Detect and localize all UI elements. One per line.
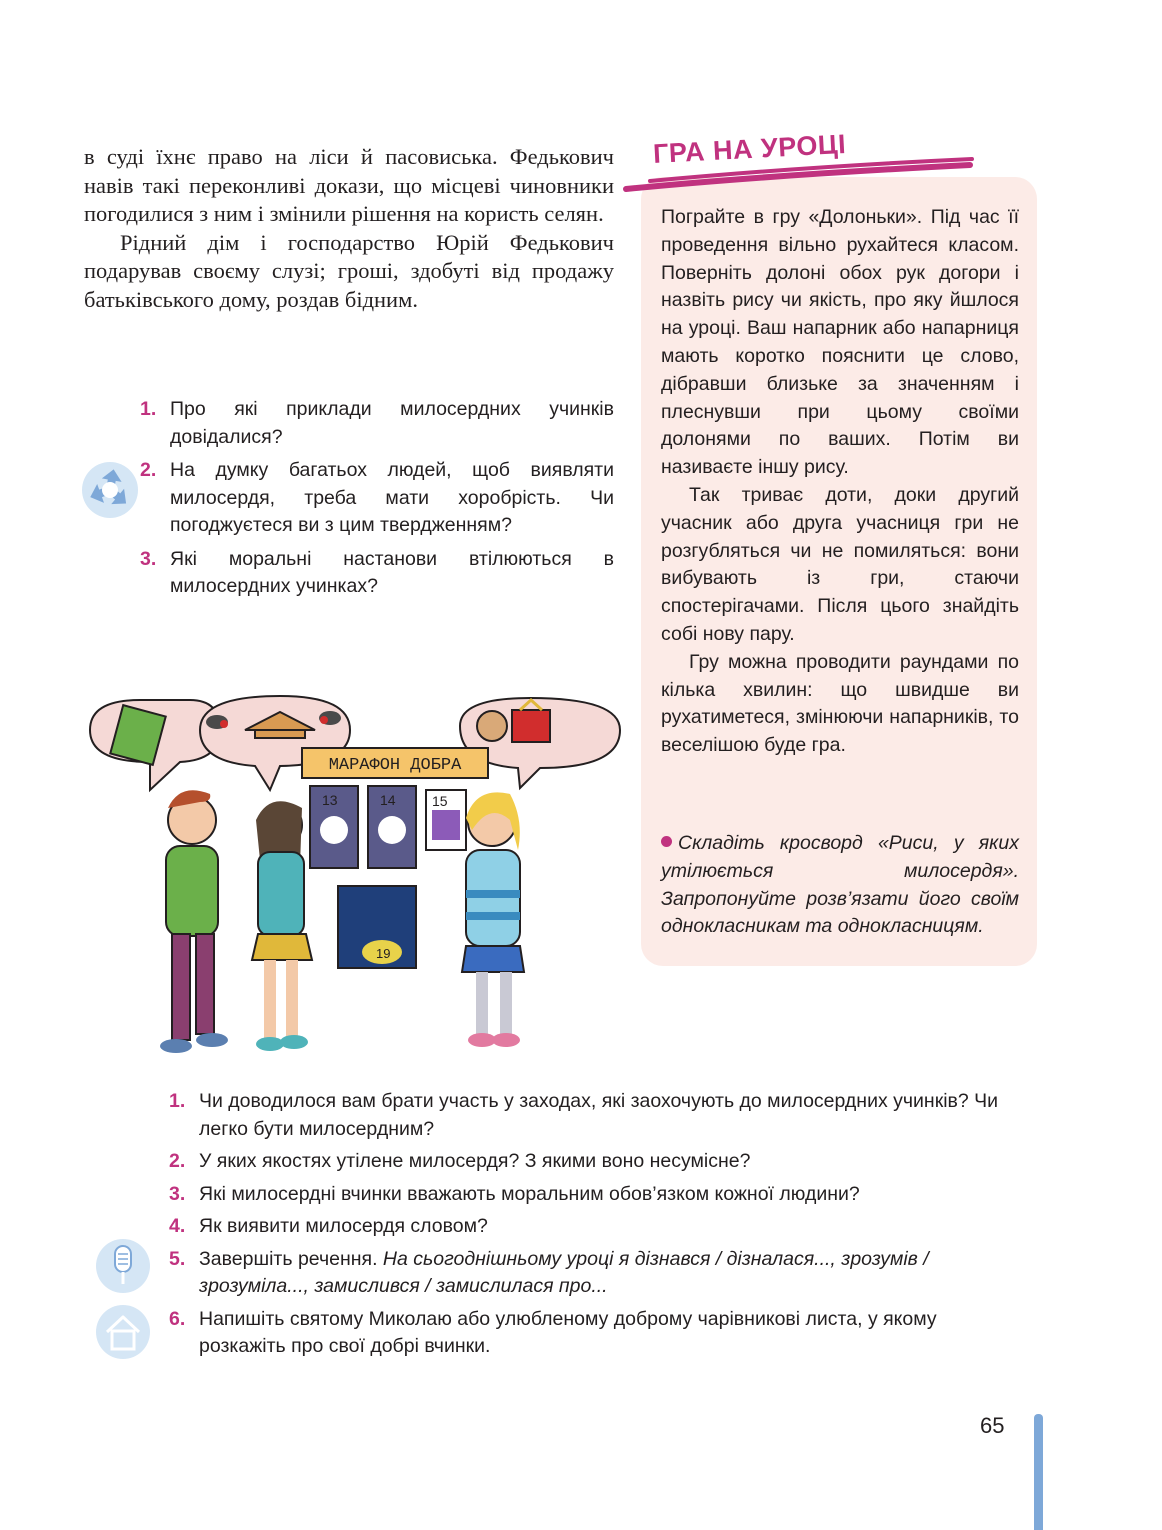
- list-item: [140, 457, 614, 540]
- list-item: [169, 1088, 999, 1143]
- question-text: Які моральні настанови втілюються в милосердних учинках?: [170, 547, 614, 597]
- body-text: [84, 143, 614, 314]
- question-number: 1.: [169, 1090, 186, 1112]
- list-item: [140, 546, 614, 601]
- bullet-icon: [661, 836, 672, 847]
- question-text: Завершіть речення.: [199, 1247, 383, 1270]
- question-number: 3.: [140, 547, 157, 570]
- page-edge-bar: [1034, 1414, 1043, 1530]
- body-paragraph-2: Рідний дім і господарство Юрій Федькович подарував своєму слузі; гроші, здобуті від продажу батьківського дому, роздав бідним.: [84, 229, 614, 312]
- question-text: У яких якостях утілене милосердя? З якими воно несумісне?: [199, 1150, 751, 1172]
- question-italic-text: На сьогоднішньому уроці я дізнався / дізналася..., зрозумів / зрозуміла..., замислився / замислилася про...: [199, 1247, 929, 1297]
- question-text: Напишіть святому Миколаю або улюбленому доброму чарівникові листа, у якому розкажіть про свої добрі вчинки.: [199, 1307, 937, 1357]
- game-text: [661, 204, 1019, 760]
- game-title: ГРА НА УРОЦІ: [652, 128, 847, 170]
- marathon-illustration: [80, 690, 640, 1070]
- game-paragraph-3: Гру можна проводити раундами по кілька хвилин: що швидше ви рухатиметеся, змінюючи напарників, то веселішою буде гра.: [661, 650, 1019, 757]
- list-item: [169, 1213, 999, 1241]
- question-number: 4.: [169, 1215, 186, 1237]
- question-text: На думку багатьох людей, щоб виявляти милосердя, треба мати хоробрість. Чи погоджуєтеся ви з цим твердженням?: [170, 459, 614, 536]
- banner-text: МАРАФОН ДОБРА: [328, 756, 462, 775]
- question-number: 3.: [169, 1182, 186, 1205]
- list-item: [169, 1246, 999, 1301]
- question-text: Які милосердні вчинки вважають моральним обов’язком кожної людини?: [199, 1182, 860, 1205]
- body-paragraph-1: в суді їхнє право на ліси й пасовиська. Федькович навів такі переконливі докази, що місцеві чиновники погодилися з ним і змінили рішення на користь селян.: [84, 144, 614, 226]
- list-item: [169, 1181, 999, 1209]
- list-item: [140, 396, 614, 451]
- calendar-day-14: 14: [380, 792, 396, 808]
- question-number: 5.: [169, 1247, 186, 1270]
- questions-bottom-list: [169, 1088, 999, 1366]
- poster-number: 19: [376, 946, 391, 961]
- question-number: 1.: [140, 398, 157, 420]
- home-icon: [95, 1304, 151, 1360]
- question-number: 6.: [169, 1307, 186, 1330]
- question-number: 2.: [140, 459, 157, 481]
- page-number: 65: [980, 1413, 1005, 1438]
- list-item: [169, 1148, 999, 1176]
- question-number: 2.: [169, 1150, 186, 1172]
- recycle-icon: [80, 460, 140, 520]
- question-text: Про які приклади милосердних учинків довідалися?: [170, 398, 614, 448]
- questions-top-list: [140, 396, 614, 607]
- question-text: Чи доводилося вам брати участь у заходах, які заохочують до милосердних учинків? Чи легко бути милосердним?: [199, 1090, 999, 1140]
- game-paragraph-2: Так триває доти, доки другий учасник або друга учасниця гри не розгубляться чи не помиляться: вони вибувають із гри, стаючи спостерігачами. Після цього знайдіть собі нову пару.: [661, 483, 1019, 645]
- list-item: [169, 1306, 999, 1361]
- question-text: Як виявити милосердя словом?: [199, 1215, 488, 1237]
- microphone-icon: [95, 1238, 151, 1294]
- game-task-text: Складіть кросворд «Риси, у яких утілюється милосердя». Запропонуйте розв’язати його своїм однокласникам та однокласницям.: [661, 832, 1019, 938]
- game-task: [661, 830, 1019, 941]
- calendar-day-15: 15: [432, 793, 448, 809]
- calendar-day-13: 13: [322, 792, 338, 808]
- game-paragraph-1: Пограйте в гру «Долоньки». Під час її проведення вільно рухайтеся класом. Поверніть долоні обох рук догори і назвіть рису чи якість, про яку йшлося на уроці. Ваш напарник або напарниця мають коротко пояснити це слово, дібравши близьке за значенням і плеснувши при цьому своїми долонями по ваших. Потім ви називаєте іншу рису.: [661, 206, 1019, 479]
- game-title-block: [620, 128, 980, 197]
